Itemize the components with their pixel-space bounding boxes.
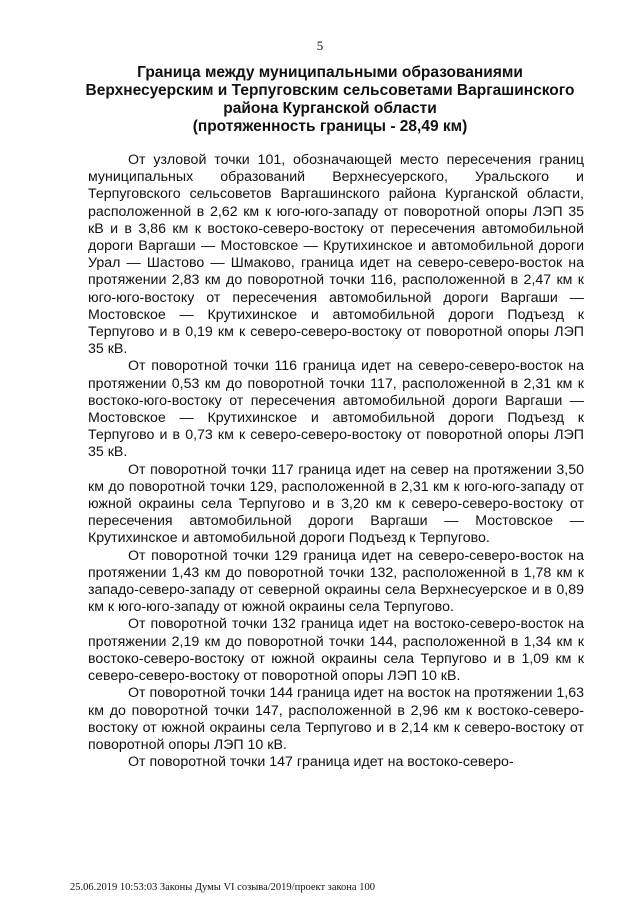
paragraph: От поворотной точки 144 граница идет на восток на протяжении 1,63 км до поворотной точки 147, расположенной в 2,96 км к востоко-северо-востоку от южной окраины села Терпугово и в 2,14 км к северо-востоку от поворотной опоры ЛЭП 10 кВ. (88, 685, 584, 753)
paragraph: От поворотной точки 129 граница идет на северо-северо-восток на протяжении 1,43 км до поворотной точки 132, расположенной в 1,78 км к западо-северо-западу от северной окраины села Верхнесуерское и в 0,89 км к юго-юго-западу от южной окраины села Терпугово. (88, 547, 584, 616)
title-line: района Курганской области (223, 100, 437, 117)
paragraph: От поворотной точки 132 граница идет на востоко-северо-восток на протяжении 2,19 км до поворотной точки 144, расположенной в 1,34 км к востоко-северо-востоку от южной окраины села Терпугово и в 1,09 км к северо-северо-востоку от поворотной опоры ЛЭП 10 кВ. (88, 616, 584, 685)
title-line: Верхнесуерским и Терпуговским сельсоветами Варгашинского (85, 82, 575, 99)
paragraph: От узловой точки 101, обозначающей место пересечения границ муниципальных образований Верхнесуерского, Уральского и Терпуговского сельсоветов Варгашинского района Курганской области, расположенной в 2,62 км к юго-юго-западу от поворотной опоры ЛЭП 35 кВ и в 3,86 км к востоко-северо-востоку от пересечения автомобильной дороги Варгаши — Мостовское — Крутихинское и автомобильной дороги Урал — Шастово — Шмаково, граница идет на северо-северо-восток на протяжении 2,83 км до поворотной точки 116, расположенной в 2,47 км к юго-юго-востоку от пересечения автомобильной дороги Варгаши — Мостовское — Крутихинское и автомобильной дороги Подъезд к Терпугово и в 0,19 км к северо-северо-востоку от поворотной опоры ЛЭП 35 кВ. (88, 152, 584, 358)
document-body (88, 152, 584, 771)
paragraph: От поворотной точки 147 граница идет на востоко-северо- (128, 754, 514, 771)
paragraph: От поворотной точки 117 граница идет на север на протяжении 3,50 км до поворотной точки 129, расположенной в 2,31 км к юго-юго-западу от южной окраины села Терпугово и в 3,20 км к северо-северо-востоку от пересечения автомобильной дороги Варгаши — Мостовское — Крутихинское и автомобильной дороги Подъезд к Терпугово. (88, 461, 584, 547)
page-number: 5 (316, 38, 324, 53)
footer-note: 25.06.2019 10:53:03 Законы Думы VI созыва/2019/проект закона 100 (70, 882, 375, 893)
title-line-length: (протяженность границы - 28,49 км) (192, 118, 468, 135)
document-title (70, 64, 590, 136)
title-line: Граница между муниципальными образованиями (137, 64, 523, 81)
paragraph: От поворотной точки 116 граница идет на северо-северо-восток на протяжении 0,53 км до поворотной точки 117, расположенной в 2,31 км к востоко-юго-востоку от пересечения автомобильной дороги Варгаши — Мостовское — Крутихинское и автомобильной дороги Подъезд к Терпугово и в 0,73 км к северо-северо-востоку от поворотной опоры ЛЭП 35 кВ. (88, 358, 584, 461)
